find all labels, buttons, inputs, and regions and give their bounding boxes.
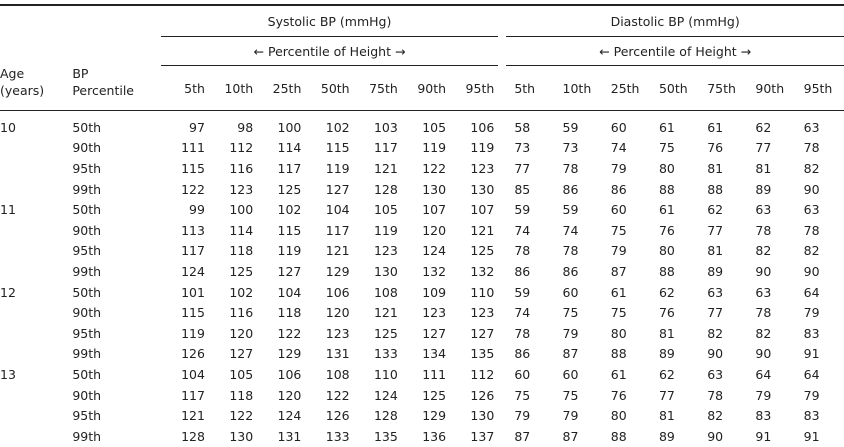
diastolic-value-cell: 74 — [514, 305, 531, 321]
table-row — [0, 302, 844, 323]
diastolic-value-cell: 60 — [610, 119, 627, 135]
diastolic-value-cell: 75 — [610, 305, 627, 321]
diastolic-value-cell: 63 — [755, 284, 772, 300]
systolic-value-cell: 112 — [470, 366, 495, 382]
diastolic-value-cell: 88 — [707, 181, 724, 197]
age-cell — [0, 241, 72, 262]
bp-percentile-cell: 99th — [72, 263, 102, 279]
diastolic-value-cell: 75 — [610, 222, 627, 238]
table-row — [0, 138, 844, 159]
diastolic-value-cell: 87 — [610, 263, 627, 279]
table-row — [0, 179, 844, 200]
diastolic-value-cell: 91 — [803, 346, 820, 362]
systolic-value-cell: 136 — [422, 428, 447, 444]
systolic-value-cell: 126 — [325, 408, 350, 424]
diastolic-value-cell: 76 — [610, 387, 627, 403]
systolic-value-cell: 123 — [470, 305, 495, 321]
systolic-value-cell: 133 — [325, 428, 350, 444]
age-cell: 11 — [0, 202, 16, 218]
systolic-value-cell: 112 — [229, 140, 254, 156]
bp-percentile-cell: 50th — [72, 284, 102, 300]
diastolic-value-cell: 89 — [658, 428, 675, 444]
systolic-value-cell: 122 — [277, 325, 302, 341]
diastolic-value-cell: 78 — [707, 387, 724, 403]
diastolic-value-cell: 79 — [803, 387, 820, 403]
diastolic-value-cell: 77 — [755, 140, 772, 156]
table-row — [0, 323, 844, 344]
systolic-value-cell: 118 — [229, 387, 254, 403]
systolic-value-cell: 123 — [470, 160, 495, 176]
bp-percentile-cell: 99th — [72, 181, 102, 197]
diastolic-percentile-50th: 50th — [651, 66, 699, 111]
diastolic-value-cell: 76 — [658, 222, 675, 238]
diastolic-value-cell: 59 — [514, 284, 531, 300]
systolic-value-cell: 115 — [181, 305, 205, 321]
systolic-value-cell: 105 — [422, 119, 447, 135]
systolic-percentile-10th: 10th — [209, 66, 257, 111]
diastolic-value-cell: 61 — [707, 119, 724, 135]
systolic-percentile-50th: 50th — [305, 66, 353, 111]
diastolic-value-cell: 64 — [803, 366, 820, 382]
age-cell — [0, 179, 72, 200]
diastolic-value-cell: 63 — [803, 119, 820, 135]
systolic-value-cell: 115 — [277, 222, 302, 238]
age-cell — [0, 302, 72, 323]
systolic-value-cell: 127 — [422, 325, 447, 341]
systolic-value-cell: 106 — [325, 284, 350, 300]
systolic-value-cell: 125 — [373, 325, 398, 341]
systolic-value-cell: 99 — [189, 202, 205, 218]
systolic-percentile-25th: 25th — [257, 66, 305, 111]
systolic-value-cell: 100 — [229, 202, 254, 218]
diastolic-value-cell: 83 — [755, 408, 772, 424]
systolic-value-cell: 105 — [373, 202, 398, 218]
age-cell — [0, 385, 72, 406]
diastolic-value-cell: 89 — [755, 181, 772, 197]
diastolic-value-cell: 62 — [755, 119, 772, 135]
diastolic-value-cell: 80 — [658, 243, 675, 259]
systolic-value-cell: 129 — [422, 408, 447, 424]
systolic-value-cell: 123 — [325, 325, 350, 341]
systolic-value-cell: 106 — [470, 119, 495, 135]
diastolic-value-cell: 74 — [562, 222, 579, 238]
diastolic-value-cell: 63 — [755, 202, 772, 218]
systolic-value-cell: 135 — [470, 346, 495, 362]
systolic-value-cell: 121 — [470, 222, 495, 238]
diastolic-value-cell: 80 — [610, 408, 627, 424]
diastolic-value-cell: 78 — [562, 243, 579, 259]
diastolic-value-cell: 81 — [707, 243, 724, 259]
diastolic-value-cell: 58 — [514, 119, 531, 135]
diastolic-value-cell: 79 — [803, 305, 820, 321]
diastolic-value-cell: 86 — [514, 263, 531, 279]
diastolic-value-cell: 86 — [562, 263, 579, 279]
diastolic-value-cell: 88 — [610, 346, 627, 362]
systolic-value-cell: 120 — [422, 222, 447, 238]
table-row — [0, 199, 844, 220]
systolic-value-cell: 104 — [277, 284, 302, 300]
diastolic-value-cell: 81 — [755, 160, 772, 176]
systolic-value-cell: 137 — [470, 428, 495, 444]
systolic-value-cell: 114 — [229, 222, 254, 238]
systolic-value-cell: 110 — [373, 366, 398, 382]
age-cell — [0, 405, 72, 426]
diastolic-value-cell: 79 — [562, 325, 579, 341]
table-row — [0, 220, 844, 241]
systolic-value-cell: 110 — [470, 284, 495, 300]
diastolic-value-cell: 83 — [803, 408, 820, 424]
diastolic-value-cell: 63 — [803, 202, 820, 218]
systolic-value-cell: 102 — [325, 119, 350, 135]
diastolic-value-cell: 78 — [514, 243, 531, 259]
diastolic-value-cell: 82 — [803, 160, 820, 176]
systolic-value-cell: 128 — [181, 428, 205, 444]
systolic-value-cell: 119 — [325, 160, 350, 176]
age-cell — [0, 344, 72, 365]
systolic-value-cell: 130 — [373, 263, 398, 279]
table-row — [0, 426, 844, 447]
systolic-value-cell: 122 — [325, 387, 350, 403]
diastolic-value-cell: 63 — [707, 284, 724, 300]
systolic-value-cell: 119 — [277, 243, 302, 259]
systolic-value-cell: 121 — [373, 160, 398, 176]
diastolic-value-cell: 78 — [562, 160, 579, 176]
diastolic-value-cell: 77 — [514, 160, 531, 176]
diastolic-percentile-25th: 25th — [603, 66, 651, 111]
systolic-value-cell: 122 — [422, 160, 447, 176]
bp-percentile-table — [0, 4, 844, 447]
systolic-value-cell: 126 — [181, 346, 205, 362]
bp-percentile-cell: 90th — [72, 387, 102, 403]
diastolic-value-cell: 62 — [707, 202, 724, 218]
diastolic-value-cell: 82 — [755, 243, 772, 259]
diastolic-value-cell: 83 — [803, 325, 820, 341]
bp-percentile-label: BP Percentile — [72, 66, 134, 98]
bp-percentile-cell: 95th — [72, 243, 102, 259]
systolic-value-cell: 121 — [181, 408, 205, 424]
diastolic-value-cell: 75 — [562, 387, 579, 403]
diastolic-value-cell: 77 — [707, 305, 724, 321]
systolic-value-cell: 117 — [181, 243, 205, 259]
diastolic-value-cell: 60 — [562, 366, 579, 382]
diastolic-value-cell: 59 — [514, 202, 531, 218]
systolic-value-cell: 113 — [181, 222, 205, 238]
systolic-value-cell: 127 — [277, 263, 302, 279]
systolic-value-cell: 127 — [229, 346, 254, 362]
diastolic-value-cell: 79 — [562, 408, 579, 424]
diastolic-value-cell: 86 — [562, 181, 579, 197]
group-header-row — [0, 5, 844, 37]
table-row — [0, 405, 844, 426]
diastolic-value-cell: 80 — [658, 160, 675, 176]
diastolic-value-cell: 62 — [658, 366, 675, 382]
diastolic-value-cell: 90 — [803, 263, 820, 279]
diastolic-value-cell: 78 — [803, 140, 820, 156]
diastolic-value-cell: 61 — [610, 284, 627, 300]
diastolic-value-cell: 90 — [803, 181, 820, 197]
systolic-value-cell: 125 — [277, 181, 302, 197]
diastolic-value-cell: 90 — [755, 346, 772, 362]
bp-percentile-cell: 50th — [72, 202, 102, 218]
systolic-value-cell: 129 — [325, 263, 350, 279]
systolic-value-cell: 102 — [229, 284, 254, 300]
diastolic-value-cell: 88 — [658, 181, 675, 197]
systolic-value-cell: 101 — [181, 284, 205, 300]
diastolic-value-cell: 60 — [610, 202, 627, 218]
systolic-value-cell: 103 — [373, 119, 398, 135]
systolic-value-cell: 130 — [422, 181, 447, 197]
diastolic-value-cell: 78 — [803, 222, 820, 238]
systolic-value-cell: 121 — [373, 305, 398, 321]
systolic-percentile-95th: 95th — [450, 66, 498, 111]
diastolic-value-cell: 82 — [707, 325, 724, 341]
diastolic-value-cell: 79 — [755, 387, 772, 403]
systolic-value-cell: 131 — [325, 346, 350, 362]
bp-percentile-cell: 99th — [72, 346, 102, 362]
systolic-value-cell: 123 — [229, 181, 254, 197]
diastolic-value-cell: 88 — [658, 263, 675, 279]
systolic-value-cell: 122 — [181, 181, 205, 197]
systolic-percentile-90th: 90th — [402, 66, 450, 111]
systolic-value-cell: 97 — [189, 119, 205, 135]
systolic-value-cell: 123 — [373, 243, 398, 259]
systolic-value-cell: 130 — [470, 408, 495, 424]
systolic-value-cell: 115 — [325, 140, 350, 156]
systolic-value-cell: 104 — [181, 366, 205, 382]
systolic-value-cell: 116 — [229, 160, 254, 176]
systolic-percentile-75th: 75th — [354, 66, 402, 111]
systolic-value-cell: 135 — [373, 428, 398, 444]
age-label: Age (years) — [0, 66, 45, 98]
diastolic-percentile-10th: 10th — [555, 66, 603, 111]
diastolic-value-cell: 91 — [755, 428, 772, 444]
systolic-value-cell: 120 — [229, 325, 254, 341]
systolic-value-cell: 131 — [277, 428, 302, 444]
table-row — [0, 344, 844, 365]
systolic-value-cell: 133 — [373, 346, 398, 362]
diastolic-value-cell: 74 — [514, 222, 531, 238]
diastolic-value-cell: 87 — [562, 428, 579, 444]
systolic-value-cell: 119 — [373, 222, 398, 238]
bp-percentile-cell: 95th — [72, 408, 102, 424]
diastolic-value-cell: 77 — [707, 222, 724, 238]
diastolic-value-cell: 59 — [562, 119, 579, 135]
systolic-value-cell: 118 — [277, 305, 302, 321]
diastolic-value-cell: 77 — [658, 387, 675, 403]
bp-percentile-cell: 50th — [72, 119, 102, 135]
diastolic-value-cell: 82 — [707, 408, 724, 424]
systolic-value-cell: 117 — [325, 222, 350, 238]
diastolic-value-cell: 60 — [514, 366, 531, 382]
diastolic-value-cell: 87 — [562, 346, 579, 362]
diastolic-value-cell: 74 — [610, 140, 627, 156]
systolic-value-cell: 121 — [325, 243, 350, 259]
age-cell: 12 — [0, 284, 16, 300]
diastolic-value-cell: 73 — [562, 140, 579, 156]
diastolic-value-cell: 78 — [755, 222, 772, 238]
systolic-value-cell: 128 — [373, 408, 398, 424]
age-cell — [0, 261, 72, 282]
diastolic-value-cell: 75 — [514, 387, 531, 403]
diastolic-value-cell: 90 — [755, 263, 772, 279]
systolic-value-cell: 102 — [277, 202, 302, 218]
systolic-value-cell: 122 — [229, 408, 254, 424]
age-cell: 13 — [0, 366, 16, 382]
diastolic-value-cell: 81 — [658, 325, 675, 341]
systolic-value-cell: 119 — [422, 140, 447, 156]
diastolic-value-cell: 79 — [514, 408, 531, 424]
systolic-value-cell: 107 — [470, 202, 495, 218]
diastolic-value-cell: 76 — [707, 140, 724, 156]
systolic-value-cell: 126 — [470, 387, 495, 403]
diastolic-value-cell: 75 — [658, 140, 675, 156]
systolic-value-cell: 125 — [229, 263, 254, 279]
diastolic-value-cell: 79 — [610, 243, 627, 259]
systolic-value-cell: 124 — [277, 408, 302, 424]
diastolic-value-cell: 73 — [514, 140, 531, 156]
systolic-value-cell: 108 — [325, 366, 350, 382]
systolic-value-cell: 119 — [181, 325, 205, 341]
bp-percentile-cell: 90th — [72, 222, 102, 238]
table-row — [0, 364, 844, 385]
diastolic-value-cell: 64 — [803, 284, 820, 300]
bp-column-header — [72, 5, 160, 111]
systolic-value-cell: 106 — [277, 366, 302, 382]
diastolic-value-cell: 60 — [562, 284, 579, 300]
diastolic-value-cell: 61 — [658, 202, 675, 218]
table-row — [0, 282, 844, 303]
diastolic-value-cell: 61 — [658, 119, 675, 135]
systolic-value-cell: 118 — [229, 243, 254, 259]
diastolic-percentile-5th: 5th — [506, 66, 554, 111]
table-body — [0, 111, 844, 447]
diastolic-value-cell: 87 — [514, 428, 531, 444]
systolic-value-cell: 125 — [470, 243, 495, 259]
diastolic-value-cell: 64 — [755, 366, 772, 382]
diastolic-value-cell: 91 — [803, 428, 820, 444]
diastolic-value-cell: 90 — [707, 428, 724, 444]
diastolic-value-cell: 88 — [610, 428, 627, 444]
systolic-percentile-of-height: ← Percentile of Height → — [161, 37, 499, 66]
systolic-value-cell: 132 — [422, 263, 447, 279]
systolic-value-cell: 111 — [422, 366, 447, 382]
diastolic-value-cell: 89 — [707, 263, 724, 279]
diastolic-percentile-of-height: ← Percentile of Height → — [506, 37, 844, 66]
systolic-value-cell: 127 — [325, 181, 350, 197]
diastolic-value-cell: 79 — [610, 160, 627, 176]
diastolic-value-cell: 90 — [707, 346, 724, 362]
systolic-value-cell: 117 — [277, 160, 302, 176]
bp-percentile-cell: 90th — [72, 305, 102, 321]
systolic-value-cell: 107 — [422, 202, 447, 218]
systolic-value-cell: 111 — [181, 140, 205, 156]
diastolic-value-cell: 86 — [514, 346, 531, 362]
table-row — [0, 117, 844, 138]
diastolic-value-cell: 59 — [562, 202, 579, 218]
diastolic-header: Diastolic BP (mmHg) — [506, 5, 844, 37]
systolic-value-cell: 109 — [422, 284, 447, 300]
bp-percentile-cell: 90th — [72, 140, 102, 156]
diastolic-value-cell: 76 — [658, 305, 675, 321]
systolic-value-cell: 132 — [470, 263, 495, 279]
systolic-value-cell: 98 — [237, 119, 254, 135]
age-column-header — [0, 5, 72, 111]
systolic-value-cell: 119 — [470, 140, 495, 156]
systolic-value-cell: 117 — [373, 140, 398, 156]
systolic-value-cell: 130 — [470, 181, 495, 197]
table-row — [0, 385, 844, 406]
diastolic-value-cell: 62 — [658, 284, 675, 300]
bp-percentile-cell: 95th — [72, 325, 102, 341]
diastolic-value-cell: 63 — [707, 366, 724, 382]
diastolic-value-cell: 78 — [755, 305, 772, 321]
diastolic-value-cell: 78 — [514, 325, 531, 341]
diastolic-value-cell: 80 — [610, 325, 627, 341]
diastolic-percentile-90th: 90th — [747, 66, 795, 111]
systolic-value-cell: 120 — [277, 387, 302, 403]
systolic-header: Systolic BP (mmHg) — [161, 5, 499, 37]
age-cell — [0, 426, 72, 447]
age-cell — [0, 138, 72, 159]
diastolic-percentile-95th: 95th — [796, 66, 844, 111]
systolic-value-cell: 116 — [229, 305, 254, 321]
systolic-value-cell: 124 — [181, 263, 205, 279]
systolic-value-cell: 120 — [325, 305, 350, 321]
systolic-value-cell: 125 — [422, 387, 447, 403]
systolic-value-cell: 108 — [373, 284, 398, 300]
systolic-value-cell: 124 — [422, 243, 447, 259]
diastolic-percentile-75th: 75th — [699, 66, 747, 111]
diastolic-value-cell: 82 — [755, 325, 772, 341]
systolic-value-cell: 130 — [229, 428, 254, 444]
systolic-value-cell: 115 — [181, 160, 205, 176]
systolic-value-cell: 123 — [422, 305, 447, 321]
systolic-value-cell: 100 — [277, 119, 302, 135]
diastolic-value-cell: 86 — [610, 181, 627, 197]
age-cell — [0, 158, 72, 179]
systolic-value-cell: 127 — [470, 325, 495, 341]
diastolic-value-cell: 61 — [610, 366, 627, 382]
diastolic-value-cell: 89 — [658, 346, 675, 362]
diastolic-value-cell: 85 — [514, 181, 531, 197]
systolic-value-cell: 104 — [325, 202, 350, 218]
bp-percentile-cell: 95th — [72, 160, 102, 176]
table-row — [0, 261, 844, 282]
table-row — [0, 158, 844, 179]
age-cell — [0, 220, 72, 241]
age-cell — [0, 323, 72, 344]
systolic-value-cell: 134 — [422, 346, 447, 362]
systolic-value-cell: 128 — [373, 181, 398, 197]
diastolic-value-cell: 75 — [562, 305, 579, 321]
systolic-value-cell: 129 — [277, 346, 302, 362]
bp-percentile-cell: 99th — [72, 428, 102, 444]
systolic-value-cell: 105 — [229, 366, 254, 382]
systolic-value-cell: 114 — [277, 140, 302, 156]
diastolic-value-cell: 81 — [707, 160, 724, 176]
diastolic-value-cell: 81 — [658, 408, 675, 424]
age-cell: 10 — [0, 119, 16, 135]
table-row — [0, 241, 844, 262]
systolic-value-cell: 117 — [181, 387, 205, 403]
diastolic-value-cell: 82 — [803, 243, 820, 259]
systolic-value-cell: 124 — [373, 387, 398, 403]
systolic-percentile-5th: 5th — [161, 66, 209, 111]
bp-percentile-cell: 50th — [72, 366, 102, 382]
